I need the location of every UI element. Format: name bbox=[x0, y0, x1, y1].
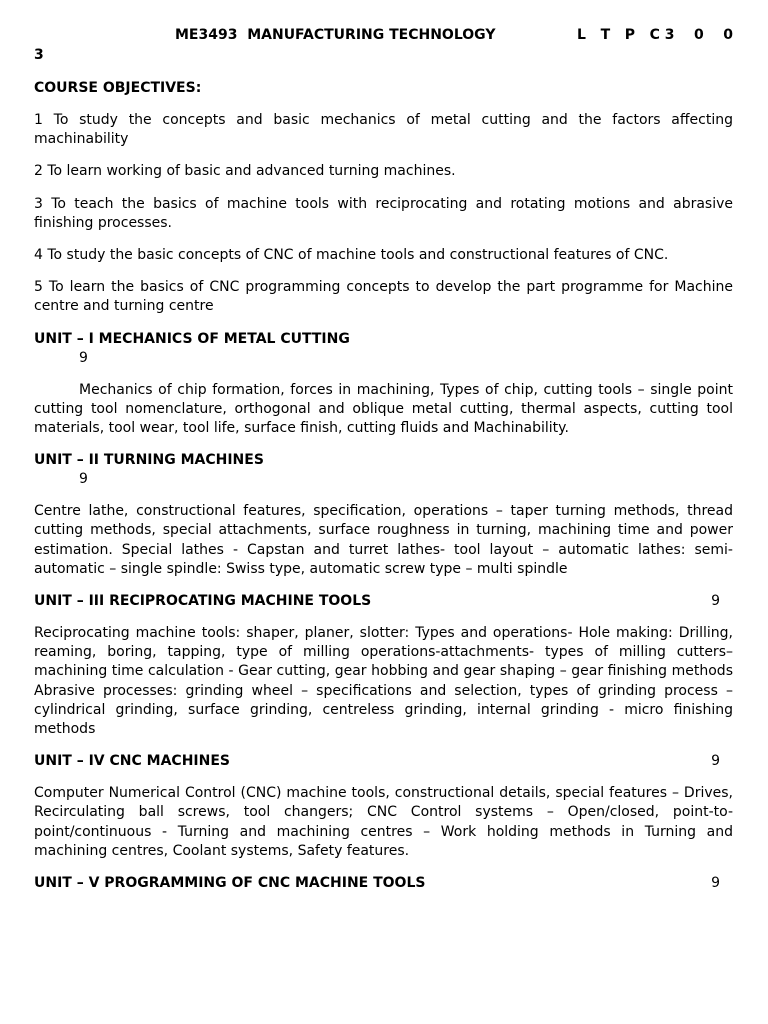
unit-2-content: Centre lathe, constructional features, specification, operations – taper turning methods, thread cutting methods, special attachments, surface roughness in turning, machining time and power estimation. Special lathes - Capstan and turret lathes- tool layout – automatic lathes: semi-automatic – single spindle: Swiss type, automatic screw type – multi spindle bbox=[34, 503, 733, 577]
ltpc-credits: L T P C 3 0 0 bbox=[577, 27, 733, 43]
syllabus-page bbox=[34, 27, 733, 893]
unit-3-hours: 9 bbox=[711, 593, 720, 610]
unit-4-title: UNIT – IV CNC MACHINES bbox=[34, 753, 230, 770]
credit-value: 3 bbox=[34, 47, 44, 63]
objective-item: 1 To study the concepts and basic mechanics of metal cutting and the factors affecting machinability bbox=[34, 112, 733, 148]
unit-4-content: Computer Numerical Control (CNC) machine tools, constructional details, special features – Drives, Recirculating ball screws, tool changers; CNC Control systems – Open/closed, point-to-point/continuous - Turning and machining centres – Work holding methods in Turning and machining centres, Coolant systems, Safety features. bbox=[34, 785, 733, 859]
unit-3-content: Reciprocating machine tools: shaper, planer, slotter: Types and operations- Hole making: Drilling, reaming, boring, tapping, type of milling operations-attachments- types of milling cutters–machining time calculation - Gear cutting, gear hobbing and gear shaping – gear finishing methods Abrasive processes: grinding wheel – specifications and selection, types of grinding process – cylindrical grinding, surface grinding, centreless grinding, internal grinding - micro finishing methods bbox=[34, 625, 733, 738]
unit-3-title: UNIT – III RECIPROCATING MACHINE TOOLS bbox=[34, 593, 372, 610]
objective-item: 2 To learn working of basic and advanced turning machines. bbox=[34, 163, 456, 180]
unit-1-content: Mechanics of chip formation, forces in machining, Types of chip, cutting tools – single point cutting tool nomenclature, orthogonal and oblique metal cutting, thermal aspects, cutting tool materials, tool wear, tool life, surface finish, cutting fluids and Machinability. bbox=[34, 381, 733, 437]
objective-item: 3 To teach the basics of machine tools with reciprocating and rotating motions and abrasive finishing processes. bbox=[34, 195, 733, 231]
unit-4-hours: 9 bbox=[711, 753, 720, 770]
objective-item: 4 To study the basic concepts of CNC of machine tools and constructional features of CNC. bbox=[34, 247, 669, 264]
objective-item: 5 To learn the basics of CNC programming concepts to develop the part programme for Machine centre and turning centre bbox=[34, 279, 733, 315]
unit-2-title: UNIT – II TURNING MACHINES bbox=[34, 452, 264, 469]
unit-1-heading bbox=[34, 330, 733, 349]
unit-1-title: UNIT – I MECHANICS OF METAL CUTTING bbox=[34, 330, 350, 347]
unit-1-hours: 9 bbox=[79, 349, 88, 366]
unit-2-hours: 9 bbox=[79, 471, 88, 488]
unit-5-hours: 9 bbox=[711, 875, 720, 892]
unit-3-heading bbox=[34, 592, 733, 611]
unit-5-title: UNIT – V PROGRAMMING OF CNC MACHINE TOOLS bbox=[34, 875, 426, 892]
objectives-heading: COURSE OBJECTIVES: bbox=[34, 80, 202, 96]
course-title: ME3493 MANUFACTURING TECHNOLOGY bbox=[175, 27, 496, 43]
header-row bbox=[34, 27, 733, 46]
unit-4-heading bbox=[34, 752, 733, 771]
unit-5-heading bbox=[34, 874, 733, 893]
unit-2-heading bbox=[34, 451, 733, 470]
